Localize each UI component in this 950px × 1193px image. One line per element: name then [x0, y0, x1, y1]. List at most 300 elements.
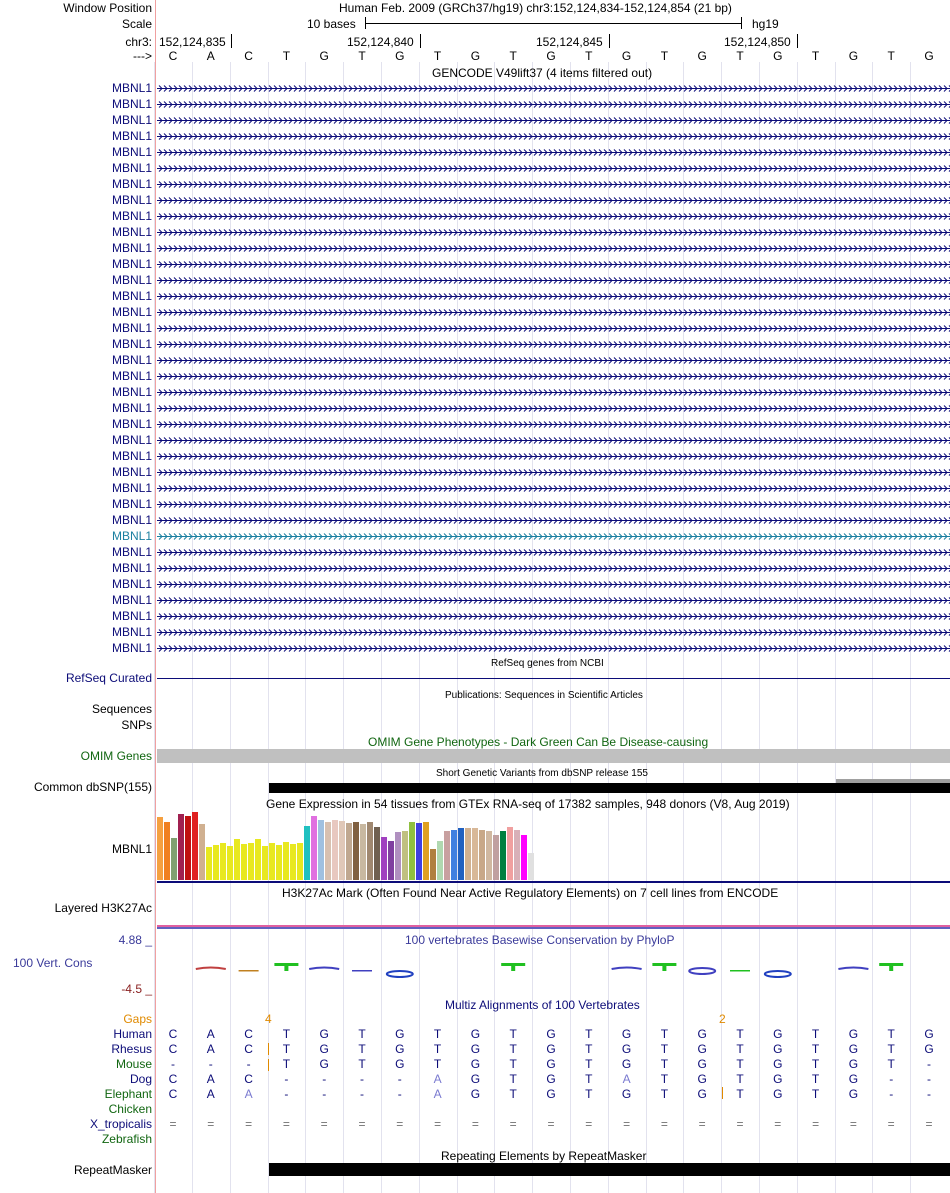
- gencode-transcript[interactable]: [157, 629, 950, 636]
- phylop-base-score: [879, 963, 903, 971]
- alignment-base: G: [848, 1042, 859, 1056]
- gencode-transcript[interactable]: [157, 229, 950, 236]
- gtex-tissue-bar[interactable]: [269, 843, 275, 880]
- gencode-gene-label[interactable]: MBNL1: [111, 161, 152, 175]
- gencode-transcript[interactable]: [157, 645, 950, 652]
- refseq-track-title[interactable]: RefSeq genes from NCBI: [491, 658, 604, 669]
- gencode-gene-label[interactable]: MBNL1: [111, 513, 152, 527]
- gencode-transcript[interactable]: [157, 117, 950, 124]
- gencode-transcript[interactable]: [157, 421, 950, 428]
- alignment-base: G: [621, 1057, 632, 1071]
- gtex-tissue-bar[interactable]: [458, 828, 464, 880]
- gap-mark-1: 4: [265, 1012, 272, 1026]
- repeatmasker-track-title[interactable]: Repeating Elements by RepeatMasker: [441, 1149, 647, 1163]
- alignment-base: A: [206, 1072, 215, 1086]
- gencode-transcript[interactable]: [157, 437, 950, 444]
- alignment-base: C: [244, 1027, 253, 1041]
- gencode-gene-label[interactable]: MBNL1: [111, 433, 152, 447]
- gtex-tissue-bar[interactable]: [437, 841, 443, 880]
- h3k27ac-track-title[interactable]: H3K27Ac Mark (Often Found Near Active Regulatory Elements) on 7 cell lines from ENCODE: [282, 886, 779, 900]
- reference-base: T: [811, 49, 820, 63]
- alignment-base: -: [360, 1087, 364, 1101]
- alignment-base: -: [397, 1072, 402, 1086]
- gencode-gene-label[interactable]: MBNL1: [111, 257, 152, 271]
- reference-base: G: [697, 49, 707, 63]
- gencode-gene-label[interactable]: MBNL1: [111, 481, 152, 495]
- species-label-rhesus[interactable]: Rhesus: [111, 1042, 152, 1056]
- alignment-base: =: [434, 1117, 442, 1131]
- alignment-base: G: [848, 1027, 859, 1041]
- reference-base: T: [585, 49, 593, 63]
- gencode-transcript[interactable]: [157, 213, 950, 220]
- alignment-base: T: [736, 1072, 744, 1086]
- publications-sequences-label[interactable]: Sequences: [91, 702, 152, 716]
- alignment-base: C: [168, 1087, 178, 1101]
- gencode-gene-label[interactable]: MBNL1: [111, 609, 152, 623]
- chr-label: chr3:: [125, 35, 152, 49]
- alignment-base: T: [509, 1072, 517, 1086]
- reference-base: G: [470, 49, 481, 63]
- gencode-transcript[interactable]: [157, 245, 950, 252]
- gencode-gene-label[interactable]: MBNL1: [111, 209, 152, 223]
- gencode-gene-label[interactable]: MBNL1: [111, 81, 152, 95]
- alignment-base: T: [736, 1027, 744, 1041]
- alignment-base: =: [169, 1117, 177, 1131]
- gtex-tissue-bar[interactable]: [157, 817, 163, 880]
- strand-arrow-label: --->: [133, 49, 152, 63]
- gencode-transcript[interactable]: [157, 517, 950, 524]
- alignment-base: T: [282, 1042, 291, 1056]
- gtex-tissue-bar[interactable]: [199, 824, 205, 880]
- gtex-tissue-bar[interactable]: [255, 839, 261, 880]
- gtex-tissue-bar[interactable]: [248, 843, 254, 880]
- gtex-tissue-bar[interactable]: [402, 831, 408, 880]
- alignment-base: G: [697, 1042, 707, 1056]
- gtex-tissue-bar[interactable]: [185, 816, 191, 880]
- gencode-gene-label[interactable]: MBNL1: [111, 97, 152, 111]
- alignment-base: T: [585, 1027, 593, 1041]
- gencode-gene-label[interactable]: MBNL1: [111, 545, 152, 559]
- alignment-base: T: [811, 1027, 820, 1041]
- alignment-base: G: [319, 1042, 329, 1056]
- gtex-tissue-bar[interactable]: [528, 853, 534, 880]
- species-label-dog[interactable]: Dog: [129, 1072, 152, 1086]
- assembly-position-title: Human Feb. 2009 (GRCh37/hg19) chr3:152,124,834-152,124,854 (21 bp): [339, 1, 732, 15]
- alignment-base: -: [284, 1087, 289, 1101]
- alignment-base: -: [889, 1072, 894, 1086]
- alignment-base: =: [207, 1117, 215, 1131]
- omim-track-title[interactable]: OMIM Gene Phenotypes - Dark Green Can Be Disease-causing: [368, 735, 709, 749]
- alignment-base: =: [736, 1117, 744, 1131]
- gencode-transcript[interactable]: [157, 325, 950, 332]
- gencode-transcript[interactable]: [157, 389, 950, 396]
- alignment-base: A: [433, 1072, 442, 1086]
- gtex-tissue-bar[interactable]: [353, 822, 359, 880]
- phylop-track-label[interactable]: 100 Vert. Cons: [13, 956, 93, 970]
- gencode-gene-label[interactable]: MBNL1: [111, 353, 152, 367]
- alignment-base: T: [660, 1057, 669, 1071]
- gencode-transcript[interactable]: [157, 565, 950, 572]
- phylop-base-score: [730, 970, 750, 972]
- gtex-track-label[interactable]: MBNL1: [111, 842, 152, 856]
- gtex-tissue-bar[interactable]: [430, 849, 436, 880]
- gencode-gene-label[interactable]: MBNL1: [111, 241, 152, 255]
- window-position-label: Window Position: [63, 1, 152, 15]
- gencode-gene-label[interactable]: MBNL1: [111, 289, 152, 303]
- grid-line: [154, 62, 155, 1193]
- gencode-transcript[interactable]: [157, 613, 950, 620]
- gtex-tissue-bar[interactable]: [486, 831, 492, 880]
- coord-tick-2: 152,124,840: [347, 35, 414, 49]
- gencode-transcript[interactable]: [157, 293, 950, 300]
- species-label-human[interactable]: Human: [113, 1027, 152, 1041]
- insertion-marker: [268, 1043, 269, 1055]
- gencode-transcript[interactable]: [157, 133, 950, 140]
- gtex-tissue-bar[interactable]: [360, 824, 366, 880]
- gencode-transcript[interactable]: [157, 261, 950, 268]
- gencode-gene-label[interactable]: MBNL1: [111, 449, 152, 463]
- gencode-transcript[interactable]: [157, 357, 950, 364]
- alignment-base: T: [585, 1057, 593, 1071]
- gencode-gene-label[interactable]: MBNL1: [111, 385, 152, 399]
- alignment-base: G: [470, 1042, 481, 1056]
- scale-db-label: hg19: [752, 17, 779, 31]
- gencode-gene-label[interactable]: MBNL1: [111, 529, 152, 543]
- publications-snps-label[interactable]: SNPs: [121, 718, 152, 732]
- gtex-tissue-bar[interactable]: [318, 820, 324, 880]
- alignment-base: C: [168, 1027, 178, 1041]
- alignment-base: =: [623, 1117, 631, 1131]
- coord-tick-3: 152,124,845: [536, 35, 603, 49]
- gtex-tissue-bar[interactable]: [416, 823, 422, 880]
- gtex-tissue-bar[interactable]: [472, 828, 478, 880]
- gtex-tissue-bar[interactable]: [262, 846, 268, 880]
- gtex-tissue-bar[interactable]: [395, 832, 401, 880]
- gencode-track-title[interactable]: GENCODE V49lift37 (4 items filtered out): [432, 66, 653, 80]
- omim-gene-bar[interactable]: [157, 749, 950, 763]
- gencode-transcript[interactable]: [157, 373, 950, 380]
- alignment-base: -: [322, 1087, 327, 1101]
- gtex-bar-chart[interactable]: [157, 812, 950, 880]
- gtex-tissue-bar[interactable]: [290, 844, 296, 880]
- alignment-base: G: [924, 1042, 934, 1056]
- gencode-transcript[interactable]: [157, 597, 950, 604]
- alignment-base: G: [470, 1087, 481, 1101]
- alignment-base: G: [697, 1087, 707, 1101]
- label-divider: [155, 0, 156, 1193]
- dbsnp-variant-bar[interactable]: [269, 783, 950, 793]
- gencode-gene-label[interactable]: MBNL1: [111, 641, 152, 655]
- reference-base: G: [319, 49, 329, 63]
- gencode-transcript[interactable]: [157, 197, 950, 204]
- gtex-tissue-bar[interactable]: [213, 845, 219, 880]
- insertion-marker: [722, 1087, 723, 1099]
- publications-track-title[interactable]: Publications: Sequences in Scientific Articles: [445, 690, 643, 701]
- alignment-base: T: [509, 1057, 517, 1071]
- reference-base: T: [509, 49, 517, 63]
- reference-base: T: [358, 49, 366, 63]
- alignment-base: A: [433, 1087, 442, 1101]
- phylop-base-score: [309, 968, 339, 970]
- gtex-tissue-bar[interactable]: [479, 830, 485, 880]
- h3k27ac-track-label[interactable]: Layered H3K27Ac: [54, 901, 152, 915]
- alignment-base: G: [773, 1057, 783, 1071]
- alignment-base: G: [848, 1057, 859, 1071]
- gtex-tissue-bar[interactable]: [241, 844, 247, 880]
- reference-base: T: [736, 49, 744, 63]
- gencode-transcript[interactable]: [157, 485, 950, 492]
- gencode-transcript[interactable]: [157, 581, 950, 588]
- gencode-gene-label[interactable]: MBNL1: [111, 369, 152, 383]
- dbsnp-track-title[interactable]: Short Genetic Variants from dbSNP release 155: [436, 768, 648, 779]
- phylop-base-score: [689, 968, 715, 974]
- gtex-tissue-bar[interactable]: [423, 822, 429, 880]
- h3k27ac-signal-blue: [157, 927, 950, 929]
- alignment-base: G: [848, 1072, 859, 1086]
- alignment-base: G: [546, 1057, 556, 1071]
- gtex-tissue-bar[interactable]: [500, 831, 506, 880]
- gtex-tissue-bar[interactable]: [339, 821, 345, 880]
- gtex-tissue-bar[interactable]: [409, 822, 415, 880]
- alignment-base: C: [168, 1072, 178, 1086]
- alignment-base: A: [622, 1072, 631, 1086]
- refseq-track-label[interactable]: RefSeq Curated: [65, 671, 152, 685]
- coord-tick-mark: [231, 34, 232, 48]
- gtex-tissue-bar[interactable]: [220, 843, 226, 880]
- alignment-base: T: [358, 1057, 366, 1071]
- alignment-base: T: [433, 1027, 442, 1041]
- gtex-tissue-bar[interactable]: [444, 831, 450, 880]
- alignment-base: T: [585, 1042, 593, 1056]
- gencode-gene-label[interactable]: MBNL1: [111, 129, 152, 143]
- alignment-base: T: [358, 1042, 366, 1056]
- refseq-gene-line[interactable]: [157, 678, 950, 679]
- alignment-base: =: [471, 1117, 479, 1131]
- alignment-base: T: [811, 1057, 820, 1071]
- reference-base: G: [848, 49, 859, 63]
- reference-base: T: [282, 49, 291, 63]
- alignment-base: T: [660, 1072, 669, 1086]
- species-label-chicken[interactable]: Chicken: [108, 1102, 152, 1116]
- alignment-base: C: [244, 1042, 253, 1056]
- gtex-tissue-bar[interactable]: [325, 822, 331, 880]
- phylop-base-score: [612, 968, 642, 970]
- gtex-tissue-bar[interactable]: [332, 820, 338, 880]
- alignment-base: T: [887, 1027, 895, 1041]
- phylop-base-score: [352, 970, 372, 972]
- alignment-base: C: [168, 1042, 178, 1056]
- gencode-gene-label[interactable]: MBNL1: [111, 465, 152, 479]
- gencode-gene-label[interactable]: MBNL1: [111, 625, 152, 639]
- gtex-tissue-bar[interactable]: [276, 845, 282, 880]
- alignment-base: G: [697, 1027, 707, 1041]
- alignment-base: T: [660, 1027, 669, 1041]
- alignment-base: T: [660, 1087, 669, 1101]
- gtex-tissue-bar[interactable]: [304, 826, 310, 880]
- phylop-logo[interactable]: [157, 955, 950, 985]
- reference-base: G: [546, 49, 556, 63]
- gtex-tissue-bar[interactable]: [388, 841, 394, 880]
- gtex-tissue-bar[interactable]: [493, 835, 499, 880]
- reference-base: C: [168, 49, 178, 63]
- gencode-transcript[interactable]: [157, 277, 950, 284]
- gencode-transcript[interactable]: [157, 453, 950, 460]
- alignment-base: =: [849, 1117, 857, 1131]
- scale-label: Scale: [121, 17, 152, 31]
- alignment-base: -: [360, 1072, 364, 1086]
- alignment-base: T: [736, 1057, 744, 1071]
- species-label-zebrafish[interactable]: Zebrafish: [101, 1132, 152, 1146]
- gtex-tissue-bar[interactable]: [234, 839, 240, 880]
- alignment-base: =: [358, 1117, 366, 1131]
- gencode-transcript[interactable]: [157, 309, 950, 316]
- gencode-transcript[interactable]: [157, 341, 950, 348]
- gtex-tissue-bar[interactable]: [283, 842, 289, 880]
- alignment-base: T: [887, 1042, 895, 1056]
- alignment-base: -: [284, 1072, 289, 1086]
- multiz-track-title[interactable]: Multiz Alignments of 100 Vertebrates: [445, 998, 640, 1012]
- gencode-gene-label[interactable]: MBNL1: [111, 577, 152, 591]
- alignment-base: G: [395, 1027, 405, 1041]
- gtex-tissue-bar[interactable]: [521, 835, 527, 880]
- gencode-gene-label[interactable]: MBNL1: [111, 273, 152, 287]
- gencode-transcript[interactable]: [157, 149, 950, 156]
- gencode-gene-label[interactable]: MBNL1: [111, 401, 152, 415]
- gencode-transcript[interactable]: [157, 101, 950, 108]
- species-label-mouse[interactable]: Mouse: [115, 1057, 152, 1071]
- gencode-gene-label[interactable]: MBNL1: [111, 417, 152, 431]
- gtex-tissue-bar[interactable]: [192, 812, 198, 880]
- gencode-gene-label[interactable]: MBNL1: [111, 337, 152, 351]
- gtex-tissue-bar[interactable]: [381, 837, 387, 880]
- scale-bar: [365, 23, 741, 24]
- gencode-gene-label[interactable]: MBNL1: [111, 225, 152, 239]
- gtex-tissue-bar[interactable]: [171, 838, 177, 880]
- alignment-base: G: [773, 1087, 783, 1101]
- reference-base: G: [924, 49, 934, 63]
- gtex-tissue-bar[interactable]: [311, 816, 317, 880]
- dbsnp-track-label[interactable]: Common dbSNP(155): [33, 780, 152, 794]
- reference-base: G: [395, 49, 405, 63]
- alignment-base: G: [773, 1027, 783, 1041]
- gencode-transcript[interactable]: [157, 549, 950, 556]
- gtex-tissue-bar[interactable]: [514, 830, 520, 880]
- alignment-base: =: [698, 1117, 706, 1131]
- phylop-base-score: [387, 971, 413, 977]
- reference-base: A: [206, 49, 215, 63]
- gencode-gene-label[interactable]: MBNL1: [111, 321, 152, 335]
- alignment-base: G: [773, 1072, 783, 1086]
- omim-track-label[interactable]: OMIM Genes: [80, 749, 152, 763]
- reference-base: T: [660, 49, 669, 63]
- phylop-min-label: -4.5 _: [121, 982, 152, 996]
- gtex-tissue-bar[interactable]: [346, 823, 352, 880]
- alignment-base: =: [282, 1117, 290, 1131]
- alignment-base: -: [927, 1057, 931, 1071]
- alignment-base: G: [319, 1057, 329, 1071]
- alignment-base: G: [546, 1042, 556, 1056]
- gtex-tissue-bar[interactable]: [451, 830, 457, 880]
- gencode-gene-label[interactable]: MBNL1: [111, 113, 152, 127]
- alignment-base: -: [889, 1087, 894, 1101]
- scale-text: 10 bases: [307, 17, 356, 31]
- gtex-tissue-bar[interactable]: [227, 846, 233, 880]
- gencode-gene-label[interactable]: MBNL1: [111, 561, 152, 575]
- alignment-base: G: [395, 1042, 405, 1056]
- gencode-transcript[interactable]: [157, 85, 950, 92]
- species-label-x_tropicalis[interactable]: X_tropicalis: [89, 1117, 152, 1131]
- phylop-track-title[interactable]: 100 vertebrates Basewise Conservation by PhyloP: [405, 933, 675, 947]
- gtex-tissue-bar[interactable]: [367, 822, 373, 880]
- alignment-base: T: [887, 1057, 895, 1071]
- gencode-transcript[interactable]: [157, 469, 950, 476]
- alignment-base: =: [245, 1117, 253, 1131]
- alignment-base: G: [470, 1027, 481, 1041]
- alignment-base: G: [621, 1087, 632, 1101]
- alignment-base: -: [208, 1057, 213, 1071]
- repeatmasker-track-label[interactable]: RepeatMasker: [73, 1163, 152, 1177]
- alignment-base: =: [585, 1117, 593, 1131]
- gencode-gene-label[interactable]: MBNL1: [111, 193, 152, 207]
- alignment-base: G: [319, 1027, 329, 1041]
- alignment-base: =: [547, 1117, 555, 1131]
- multiz-gaps-label: Gaps: [123, 1012, 152, 1026]
- gtex-tissue-bar[interactable]: [206, 847, 212, 880]
- gtex-tissue-bar[interactable]: [178, 814, 184, 880]
- gap-mark-2: 2: [719, 1012, 726, 1026]
- gencode-transcript[interactable]: [157, 405, 950, 412]
- gencode-transcript[interactable]: [157, 165, 950, 172]
- gencode-gene-label[interactable]: MBNL1: [111, 177, 152, 191]
- alignment-base: G: [470, 1057, 481, 1071]
- gencode-transcript[interactable]: [157, 501, 950, 508]
- alignment-base: T: [282, 1057, 291, 1071]
- gtex-tissue-bar[interactable]: [164, 822, 170, 880]
- dbsnp-variant-overlap[interactable]: [836, 779, 950, 783]
- alignment-base: G: [697, 1072, 707, 1086]
- gtex-tissue-bar[interactable]: [465, 828, 471, 880]
- gencode-transcript[interactable]: [157, 181, 950, 188]
- coord-tick-4: 152,124,850: [724, 35, 791, 49]
- species-label-elephant[interactable]: Elephant: [104, 1087, 152, 1101]
- gencode-gene-label[interactable]: MBNL1: [111, 305, 152, 319]
- alignment-base: T: [358, 1027, 366, 1041]
- phylop-base-score: [838, 968, 868, 970]
- alignment-base: T: [433, 1042, 442, 1056]
- gtex-tissue-bar[interactable]: [507, 827, 513, 880]
- coord-tick-mark: [797, 34, 798, 48]
- alignment-base: -: [927, 1072, 931, 1086]
- alignment-base: G: [697, 1057, 707, 1071]
- repeatmasker-bar[interactable]: [269, 1163, 950, 1176]
- reference-base: C: [244, 49, 253, 63]
- gtex-tissue-bar[interactable]: [297, 843, 303, 880]
- alignment-base: =: [660, 1117, 668, 1131]
- insertion-marker: [268, 1059, 269, 1071]
- gencode-gene-label[interactable]: MBNL1: [111, 145, 152, 159]
- alignment-base: =: [887, 1117, 895, 1131]
- gtex-track-title[interactable]: Gene Expression in 54 tissues from GTEx RNA-seq of 17382 samples, 948 donors (V8, Aug 2019): [266, 797, 790, 811]
- gencode-gene-label[interactable]: MBNL1: [111, 497, 152, 511]
- gencode-transcript[interactable]: [157, 533, 950, 540]
- alignment-base: =: [396, 1117, 404, 1131]
- phylop-base-score: [501, 963, 525, 971]
- phylop-base-score: [196, 968, 226, 970]
- gtex-tissue-bar[interactable]: [374, 827, 380, 880]
- alignment-base: T: [282, 1027, 291, 1041]
- gencode-gene-label[interactable]: MBNL1: [111, 593, 152, 607]
- alignment-base: -: [927, 1087, 931, 1101]
